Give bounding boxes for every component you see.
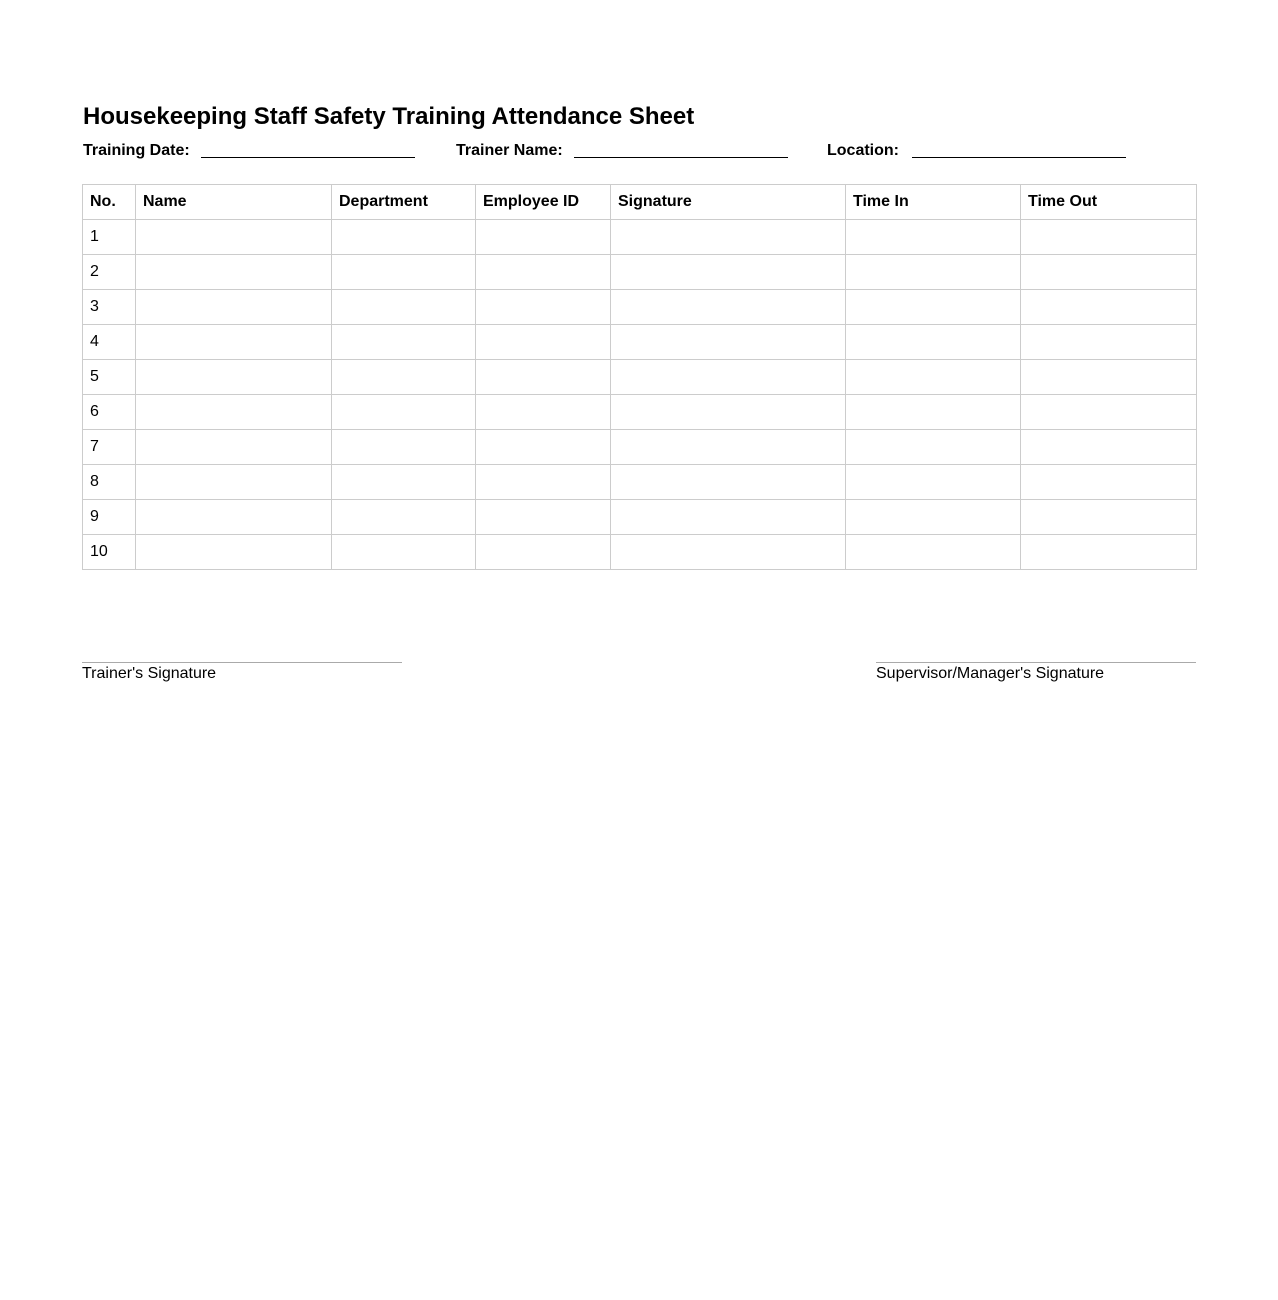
table-cell[interactable] (136, 430, 332, 465)
table-cell[interactable] (611, 395, 846, 430)
table-row (83, 290, 1197, 325)
table-cell[interactable] (611, 360, 846, 395)
table-row (83, 255, 1197, 290)
row-number: 10 (83, 535, 136, 570)
table-cell[interactable] (846, 395, 1021, 430)
column-header: Employee ID (476, 185, 611, 220)
location-field[interactable] (912, 157, 1126, 158)
row-number: 1 (83, 220, 136, 255)
table-cell[interactable] (1021, 395, 1197, 430)
table-cell[interactable] (611, 430, 846, 465)
column-header: Signature (611, 185, 846, 220)
table-cell[interactable] (846, 290, 1021, 325)
table-cell[interactable] (1021, 255, 1197, 290)
table-cell[interactable] (846, 360, 1021, 395)
table-cell[interactable] (611, 325, 846, 360)
table-cell[interactable] (846, 430, 1021, 465)
table-cell[interactable] (136, 290, 332, 325)
table-cell[interactable] (1021, 360, 1197, 395)
table-cell[interactable] (136, 465, 332, 500)
table-cell[interactable] (136, 535, 332, 570)
column-header: Department (332, 185, 476, 220)
table-cell[interactable] (611, 465, 846, 500)
row-number: 3 (83, 290, 136, 325)
row-number: 2 (83, 255, 136, 290)
trainer-signature-line[interactable] (82, 662, 402, 663)
trainer-name-field[interactable] (574, 157, 788, 158)
table-row (83, 465, 1197, 500)
table-cell[interactable] (611, 220, 846, 255)
table-cell[interactable] (476, 465, 611, 500)
table-cell[interactable] (846, 325, 1021, 360)
trainer-signature-label: Trainer's Signature (82, 665, 217, 682)
table-cell[interactable] (476, 535, 611, 570)
table-cell[interactable] (476, 395, 611, 430)
table-cell[interactable] (332, 465, 476, 500)
table-cell[interactable] (332, 395, 476, 430)
table-cell[interactable] (136, 360, 332, 395)
table-cell[interactable] (611, 290, 846, 325)
row-number: 5 (83, 360, 136, 395)
table-cell[interactable] (476, 325, 611, 360)
table-cell[interactable] (611, 500, 846, 535)
table-cell[interactable] (136, 395, 332, 430)
table-cell[interactable] (846, 220, 1021, 255)
table-row (83, 360, 1197, 395)
column-header: No. (83, 185, 136, 220)
table-header-row (83, 185, 1197, 220)
table-row (83, 325, 1197, 360)
column-header: Time Out (1021, 185, 1197, 220)
table-cell[interactable] (476, 220, 611, 255)
location-label: Location: (827, 142, 899, 159)
table-row (83, 220, 1197, 255)
table-cell[interactable] (476, 255, 611, 290)
row-number: 6 (83, 395, 136, 430)
row-number: 8 (83, 465, 136, 500)
table-cell[interactable] (611, 535, 846, 570)
table-cell[interactable] (332, 290, 476, 325)
page-title: Housekeeping Staff Safety Training Attendance Sheet (83, 103, 695, 130)
table-cell[interactable] (332, 255, 476, 290)
supervisor-signature-line[interactable] (876, 662, 1196, 663)
row-number: 9 (83, 500, 136, 535)
table-cell[interactable] (476, 290, 611, 325)
table-cell[interactable] (136, 255, 332, 290)
table-cell[interactable] (476, 360, 611, 395)
attendance-table (82, 184, 1197, 570)
column-header: Name (136, 185, 332, 220)
column-header: Time In (846, 185, 1021, 220)
table-cell[interactable] (332, 360, 476, 395)
table-cell[interactable] (332, 535, 476, 570)
table-cell[interactable] (332, 220, 476, 255)
table-row (83, 430, 1197, 465)
table-cell[interactable] (136, 325, 332, 360)
row-number: 7 (83, 430, 136, 465)
table-cell[interactable] (136, 500, 332, 535)
table-cell[interactable] (476, 500, 611, 535)
table-cell[interactable] (1021, 465, 1197, 500)
table-row (83, 500, 1197, 535)
table-row (83, 535, 1197, 570)
row-number: 4 (83, 325, 136, 360)
table-cell[interactable] (846, 255, 1021, 290)
table-cell[interactable] (476, 430, 611, 465)
trainer-name-label: Trainer Name: (456, 142, 563, 159)
table-cell[interactable] (1021, 500, 1197, 535)
table-cell[interactable] (1021, 430, 1197, 465)
table-row (83, 395, 1197, 430)
table-cell[interactable] (846, 535, 1021, 570)
table-cell[interactable] (846, 500, 1021, 535)
table-cell[interactable] (1021, 290, 1197, 325)
table-cell[interactable] (1021, 535, 1197, 570)
table-cell[interactable] (611, 255, 846, 290)
training-date-field[interactable] (201, 157, 415, 158)
table-cell[interactable] (136, 220, 332, 255)
table-cell[interactable] (332, 325, 476, 360)
table-cell[interactable] (1021, 220, 1197, 255)
training-date-label: Training Date: (83, 142, 190, 159)
table-cell[interactable] (332, 430, 476, 465)
table-cell[interactable] (846, 465, 1021, 500)
table-cell[interactable] (332, 500, 476, 535)
table-cell[interactable] (1021, 325, 1197, 360)
supervisor-signature-label: Supervisor/Manager's Signature (876, 665, 1105, 682)
